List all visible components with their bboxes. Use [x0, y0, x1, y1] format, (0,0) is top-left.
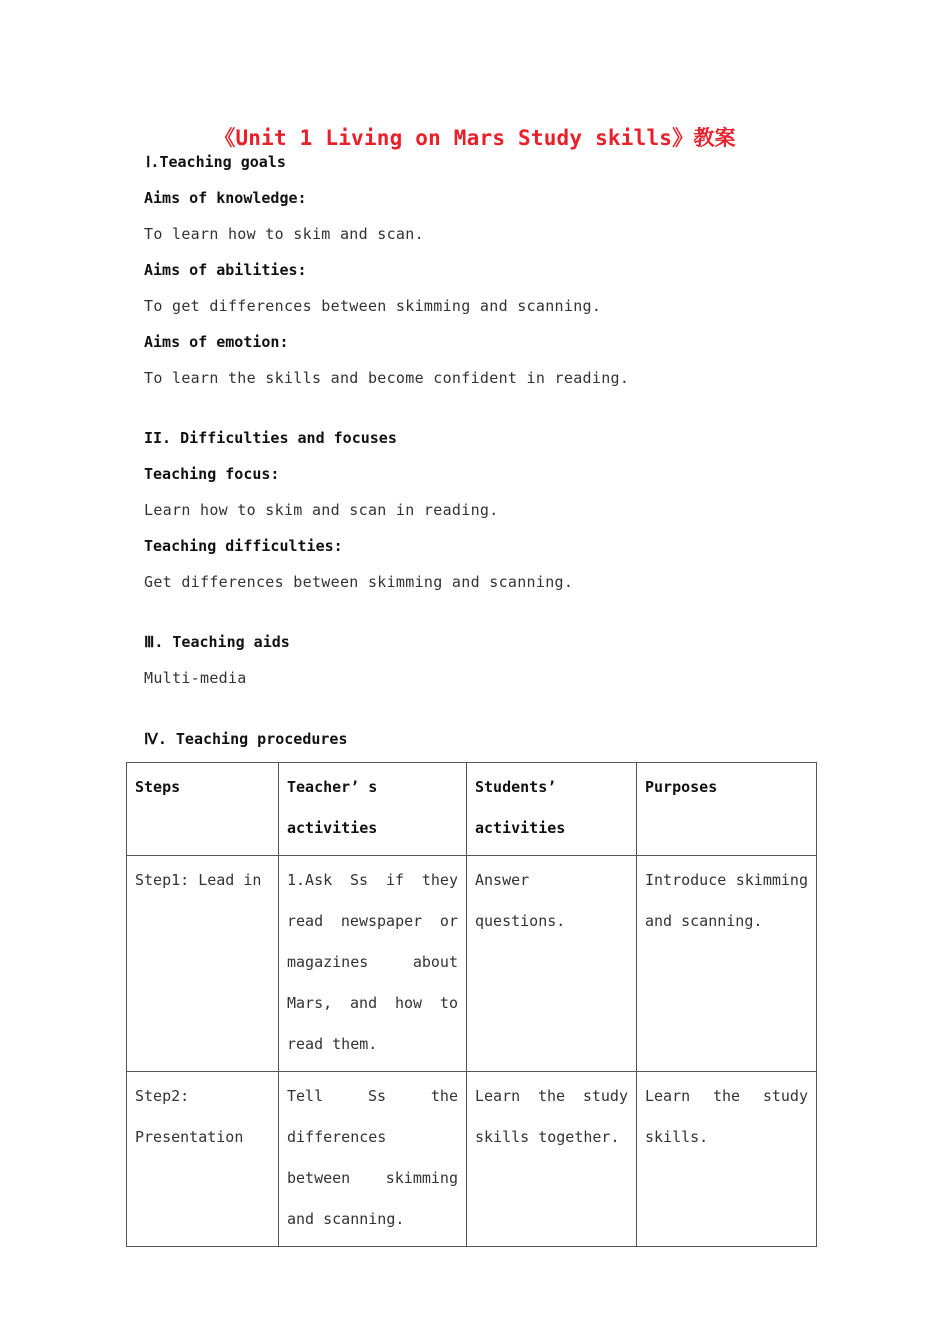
aims-abilities-text: To get differences between skimming and scanning.: [144, 297, 602, 315]
row1-teacher: 1.Ask Ss if they read newspaper or magazines about Mars, and how to read them.: [279, 856, 467, 1072]
header-steps: Steps: [127, 763, 279, 856]
teaching-focus-label: Teaching focus:: [144, 465, 280, 483]
header-purposes: Purposes: [637, 763, 817, 856]
row2-step: [127, 1072, 279, 1247]
aims-abilities-label: Aims of abilities:: [144, 261, 307, 279]
section-heading-procedures: Ⅳ. Teaching procedures: [144, 730, 348, 748]
row2-step-text: Step2: Presentation: [135, 1087, 244, 1146]
row1-purpose: Introduce skimming and scanning.: [637, 856, 817, 1072]
section-heading-teaching-aids: Ⅲ. Teaching aids: [144, 633, 290, 651]
row2-teacher: Tell Ss the differences between skimming and scanning.: [279, 1072, 467, 1247]
teaching-difficulties-label: Teaching difficulties:: [144, 537, 343, 555]
table-header-row: [127, 763, 817, 856]
aims-emotion-text: To learn the skills and become confident in reading.: [144, 369, 630, 387]
table-row: [127, 1072, 817, 1247]
aims-emotion-label: Aims of emotion:: [144, 333, 289, 351]
header-students-activities: [467, 763, 637, 856]
row2-students: Learn the study skills together.: [467, 1072, 637, 1247]
document-title: 《Unit 1 Living on Mars Study skills》教案: [214, 126, 736, 150]
teaching-aids-text: Multi-media: [144, 669, 247, 687]
teaching-difficulties-text: Get differences between skimming and scanning.: [144, 573, 574, 591]
row2-purpose: Learn the study skills.: [637, 1072, 817, 1247]
header-teacher-activities: [279, 763, 467, 856]
aims-knowledge-text: To learn how to skim and scan.: [144, 225, 424, 243]
row1-students: Answer questions.: [467, 856, 637, 1072]
header-teacher-activities-text: Teacher’ s activities: [287, 778, 378, 837]
section-heading-teaching-goals: Ⅰ.Teaching goals: [146, 153, 286, 171]
teaching-focus-text: Learn how to skim and scan in reading.: [144, 501, 499, 519]
aims-knowledge-label: Aims of knowledge:: [144, 189, 307, 207]
procedures-table: [126, 762, 817, 1247]
section-heading-difficulties: II. Difficulties and focuses: [144, 429, 397, 447]
row1-step: Step1: Lead in: [127, 856, 279, 1072]
table-row: [127, 856, 817, 1072]
header-students-activities-text: Students’ activities: [475, 778, 566, 837]
